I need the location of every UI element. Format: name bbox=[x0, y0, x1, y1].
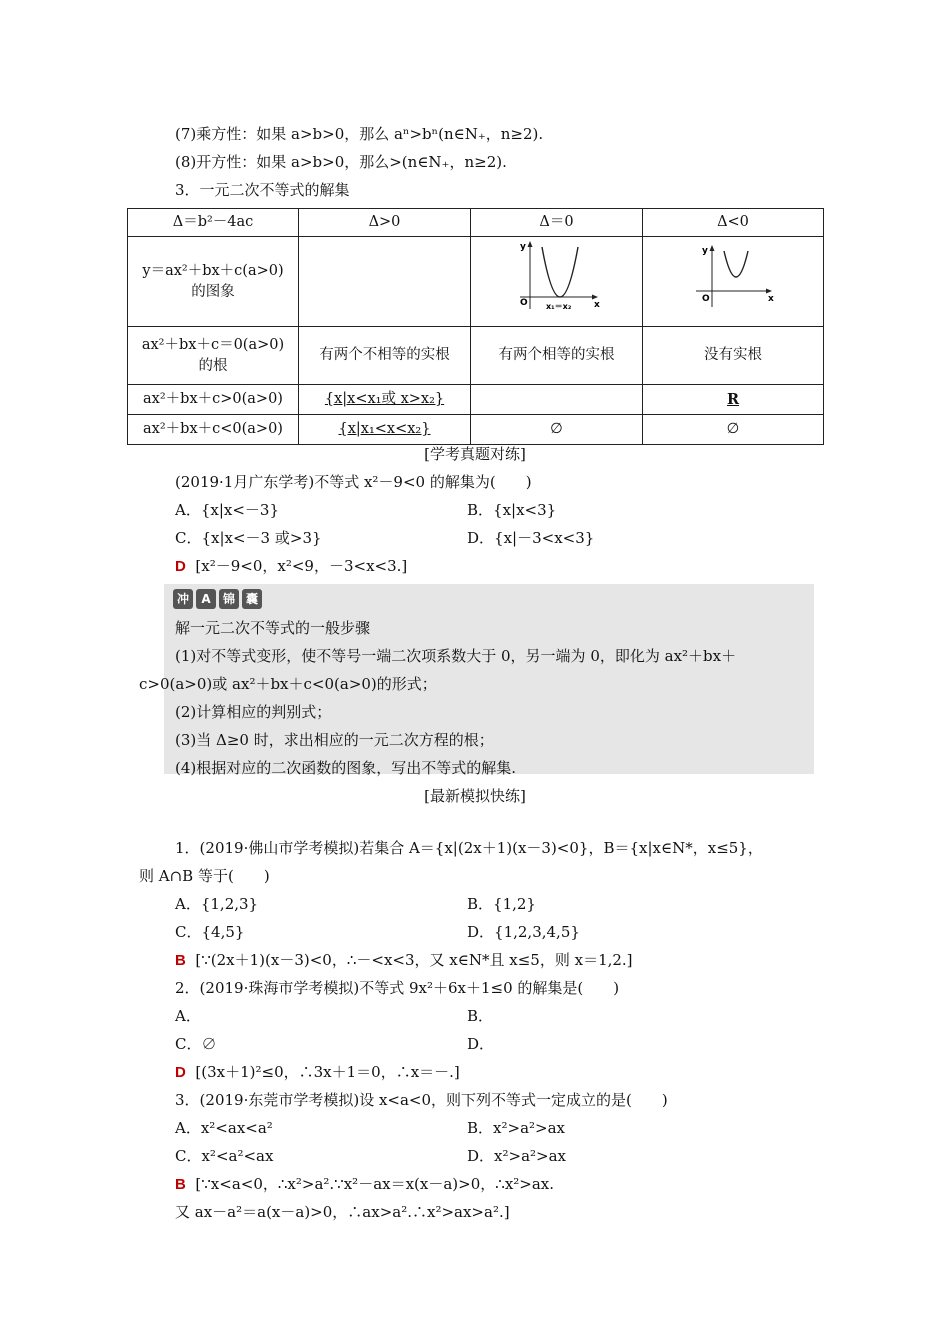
row-roots-label: ax²＋bx＋c＝0(a>0) 的根 bbox=[128, 327, 299, 385]
row-greater-label: ax²＋bx＋c>0(a>0) bbox=[128, 385, 299, 415]
less-negative: ∅ bbox=[643, 415, 824, 445]
exam-option-a: A．{x|x<－3} bbox=[175, 501, 280, 519]
q1-answer-letter: B bbox=[175, 952, 186, 969]
row-less-label: ax²＋bx＋c<0(a>0) bbox=[128, 415, 299, 445]
q3-answer bbox=[175, 1174, 554, 1195]
q1-option-b: B．{1,2} bbox=[467, 895, 536, 913]
tip-title: 解一元二次不等式的一般步骤 bbox=[175, 619, 371, 637]
tip-step-4: (4)根据对应的二次函数的图象，写出不等式的解集. bbox=[175, 759, 517, 777]
graph-zero bbox=[471, 237, 643, 327]
svg-text:x: x bbox=[593, 300, 600, 310]
exam-answer bbox=[175, 556, 407, 577]
q3-explanation: [∵x<a<0，∴x²>a².∵x²－ax＝x(x－a)>0，∴x²>ax. bbox=[195, 1175, 555, 1193]
q2-stem: 2．(2019·珠海市学考模拟)不等式 9x²＋6x＋1≤0 的解集是( ) bbox=[175, 979, 620, 997]
q1-option-a: A．{1,2,3} bbox=[175, 895, 259, 913]
svg-text:x: x bbox=[768, 294, 774, 304]
header-discriminant: Δ＝b²－4ac bbox=[128, 209, 299, 237]
greater-negative: R bbox=[643, 385, 824, 415]
header-negative: Δ<0 bbox=[643, 209, 824, 237]
q2-option-c: C．∅ bbox=[175, 1035, 217, 1053]
q3-option-d: D．x²>a²>ax bbox=[467, 1147, 566, 1165]
parabola-above-axis-graph bbox=[688, 243, 778, 313]
row-graph-label: y＝ax²＋bx＋c(a>0) 的图象 bbox=[128, 237, 299, 327]
header-positive: Δ>0 bbox=[299, 209, 471, 237]
less-zero: ∅ bbox=[471, 415, 643, 445]
q2-option-d: D． bbox=[467, 1035, 495, 1053]
tip-step-1b: c>0(a>0)或 ax²＋bx＋c<0(a>0)的形式； bbox=[139, 675, 437, 693]
q1-explanation: [∵(2x＋1)(x－3)<0，∴－<x<3，又 x∈N*且 x≤5，则 x＝1,2.] bbox=[195, 951, 633, 969]
mock-section-title: [最新模拟快练] bbox=[424, 787, 526, 805]
q3-explanation-cont: 又 ax－a²＝a(x－a)>0，∴ax>a².∴x²>ax>a².] bbox=[175, 1203, 510, 1221]
q1-answer bbox=[175, 950, 633, 971]
section-heading: 3．一元二次不等式的解集 bbox=[175, 181, 350, 199]
roots-negative: 没有实根 bbox=[643, 327, 824, 385]
solution-set-table bbox=[127, 208, 824, 445]
svg-text:x₁＝x₂: x₁＝x₂ bbox=[545, 302, 571, 311]
graph-positive-empty bbox=[299, 237, 471, 327]
roots-zero: 有两个相等的实根 bbox=[471, 327, 643, 385]
svg-text:y: y bbox=[519, 242, 526, 252]
q1-option-d: D．{1,2,3,4,5} bbox=[467, 923, 580, 941]
greater-zero bbox=[471, 385, 643, 415]
graph-negative bbox=[643, 237, 824, 327]
q1-option-c: C．{4,5} bbox=[175, 923, 245, 941]
svg-text:y: y bbox=[702, 246, 708, 256]
tip-badge: 冲 A 锦 囊 bbox=[173, 589, 262, 611]
exam-answer-letter: D bbox=[175, 558, 186, 575]
property-7: (7)乘方性：如果 a>b>0，那么 aⁿ>bⁿ(n∈N₊，n≥2). bbox=[175, 125, 544, 143]
q2-explanation: [(3x＋1)²≤0，∴3x＋1＝0，∴x＝－.] bbox=[195, 1063, 460, 1081]
property-8: (8)开方性：如果 a>b>0，那么>(n∈N₊，n≥2). bbox=[175, 153, 507, 171]
less-positive: {x|x₁<x<x₂} bbox=[299, 415, 471, 445]
q3-answer-letter: B bbox=[175, 1176, 186, 1193]
q2-option-b: B． bbox=[467, 1007, 494, 1025]
q2-answer bbox=[175, 1062, 460, 1083]
q3-stem: 3．(2019·东莞市学考模拟)设 x<a<0，则下列不等式一定成立的是( ) bbox=[175, 1091, 668, 1109]
exam-option-d: D．{x|－3<x<3} bbox=[467, 529, 595, 547]
tip-step-1a: (1)对不等式变形，使不等号一端二次项系数大于 0，另一端为 0，即化为 ax²＋bx＋ bbox=[175, 647, 737, 665]
greater-positive: {x|x<x₁或 x>x₂} bbox=[299, 385, 471, 415]
q3-option-c: C．x²<a²<ax bbox=[175, 1147, 274, 1165]
header-zero: Δ＝0 bbox=[471, 209, 643, 237]
q1-stem-cont: 则 A∩B 等于( ) bbox=[139, 867, 270, 885]
tip-step-2: (2)计算相应的判别式； bbox=[175, 703, 332, 721]
tip-step-3: (3)当 Δ≥0 时，求出相应的一元二次方程的根； bbox=[175, 731, 494, 749]
q3-option-b: B．x²>a²>ax bbox=[467, 1119, 565, 1137]
svg-text:O: O bbox=[702, 294, 710, 304]
exam-option-c: C．{x|x<－3 或>3} bbox=[175, 529, 322, 547]
q2-answer-letter: D bbox=[175, 1064, 186, 1081]
q1-stem: 1．(2019·佛山市学考模拟)若集合 A＝{x|(2x＋1)(x－3)<0}，B＝{x|x∈N*，x≤5}， bbox=[175, 839, 763, 857]
exam-section-title: [学考真题对练] bbox=[424, 445, 526, 463]
q2-option-a: A． bbox=[175, 1007, 201, 1025]
exam-answer-explanation: [x²－9<0，x²<9，－3<x<3.] bbox=[195, 557, 408, 575]
exam-option-b: B．{x|x<3} bbox=[467, 501, 557, 519]
exam-question: (2019·1月广东学考)不等式 x²－9<0 的解集为( ) bbox=[175, 473, 532, 491]
parabola-tangent-graph bbox=[512, 239, 602, 317]
svg-text:O: O bbox=[519, 298, 528, 308]
roots-positive: 有两个不相等的实根 bbox=[299, 327, 471, 385]
q3-option-a: A．x²<ax<a² bbox=[175, 1119, 273, 1137]
